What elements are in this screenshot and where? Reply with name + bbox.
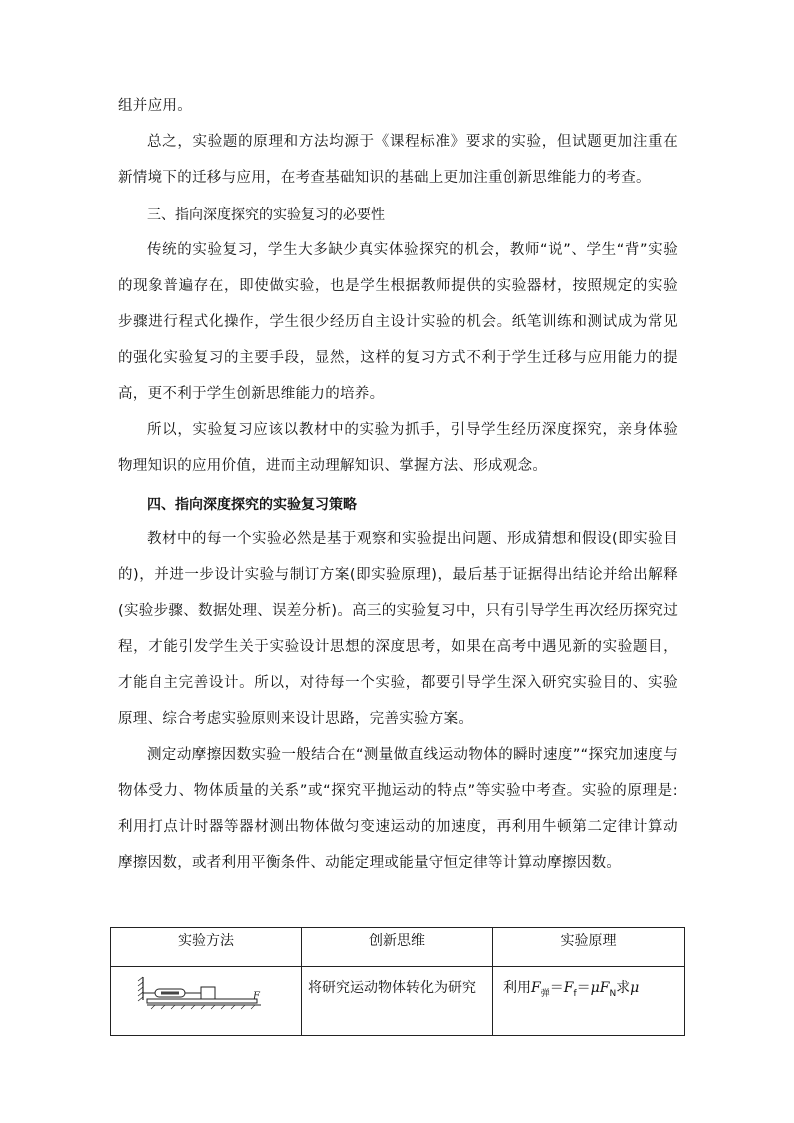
formula-sub-spring: 弹 (540, 988, 550, 999)
force-label: F (253, 991, 260, 1002)
experiment-table (110, 927, 685, 1036)
cell-principle (493, 967, 685, 1036)
paragraph-summary: 总之，实验题的原理和方法均源于《课程标准》要求的实验，但试题更加注重在新情境下的迁移与应用，在考查基础知识的基础上更加注重创新思维能力的考查。 (118, 134, 678, 186)
formula-F: F (531, 980, 541, 996)
paragraph-friction-experiment: 测定动摩擦因数实验一般结合在“测量做直线运动物体的瞬时速度”“探究加速度与物体受力、物体质量的关系”或“探究平抛运动的特点”等实验中考查。实验的原理是: 利用打点计时器等器材测出物体做匀变速运动的加速度，再利用牛顿第二定律计算动摩擦因数，或者利用平衡条件、动能定理或能量守恒定律等计算动摩擦因数。 (118, 747, 678, 871)
section-heading-4: 四、指向深度探究的实验复习策略 (147, 497, 357, 513)
cell-method-figure (111, 967, 302, 1036)
cell-thinking: 将研究运动物体转化为研究 (302, 967, 493, 1036)
paragraph-therefore: 所以，实验复习应该以教材中的实验为抓手，引导学生经历深度探究，亲身体验物理知识的应用价值，进而主动理解知识、掌握方法、形成观念。 (118, 422, 678, 474)
principle-prefix: 利用 (503, 980, 531, 996)
friction-apparatus-diagram (111, 967, 301, 1025)
paragraph-continuation: 组并应用。 (118, 98, 192, 114)
formula-sub-f: f (573, 988, 577, 999)
header-thinking: 创新思维 (302, 928, 493, 967)
header-principle: 实验原理 (493, 928, 685, 967)
formula-Ff: F (563, 980, 574, 996)
header-method: 实验方法 (111, 928, 302, 967)
formula-eq2: ＝ (576, 980, 591, 996)
table-header-row (111, 928, 685, 967)
formula-sub-N: N (609, 988, 617, 999)
formula-muF: μF (590, 980, 610, 996)
principle-suffix: 求 (616, 980, 631, 996)
paragraph-traditional-review: 传统的实验复习，学生大多缺少真实体验探究的机会，教师“说”、学生“背”实验的现象普遍存在，即使做实验，也是学生根据教师提供的实验器材，按照规定的实验步骤进行程式化操作，学生很少经历自主设计实验的机会。纸笔训练和测试成为常见的强化实验复习的主要手段，显然，这样的复习方式不利于学生迁移与应用能力的提高，更不利于学生创新思维能力的培养。 (118, 242, 678, 402)
section-heading-3: 三、指向深度探究的实验复习的必要性 (147, 207, 385, 223)
principle-target: μ (630, 980, 640, 996)
paragraph-textbook-experiments: 教材中的每一个实验必然是基于观察和实验提出问题、形成猜想和假设(即实验目的)，并进一步设计实验与制订方案(即实验原理)，最后基于证据得出结论并给出解释(实验步骤、数据处理、误差分析)。高三的实验复习中，只有引导学生再次经历探究过程，才能引发学生关于实验设计思想的深度思考，如果在高考中遇见新的实验题目，才能自主完善设计。所以，对待每一个实验，都要引导学生深入研究实验目的、实验原理、综合考虑实验原则来设计思路，完善实验方案。 (118, 531, 678, 727)
formula-eq1: ＝ (549, 980, 564, 996)
table-row (111, 967, 685, 1036)
